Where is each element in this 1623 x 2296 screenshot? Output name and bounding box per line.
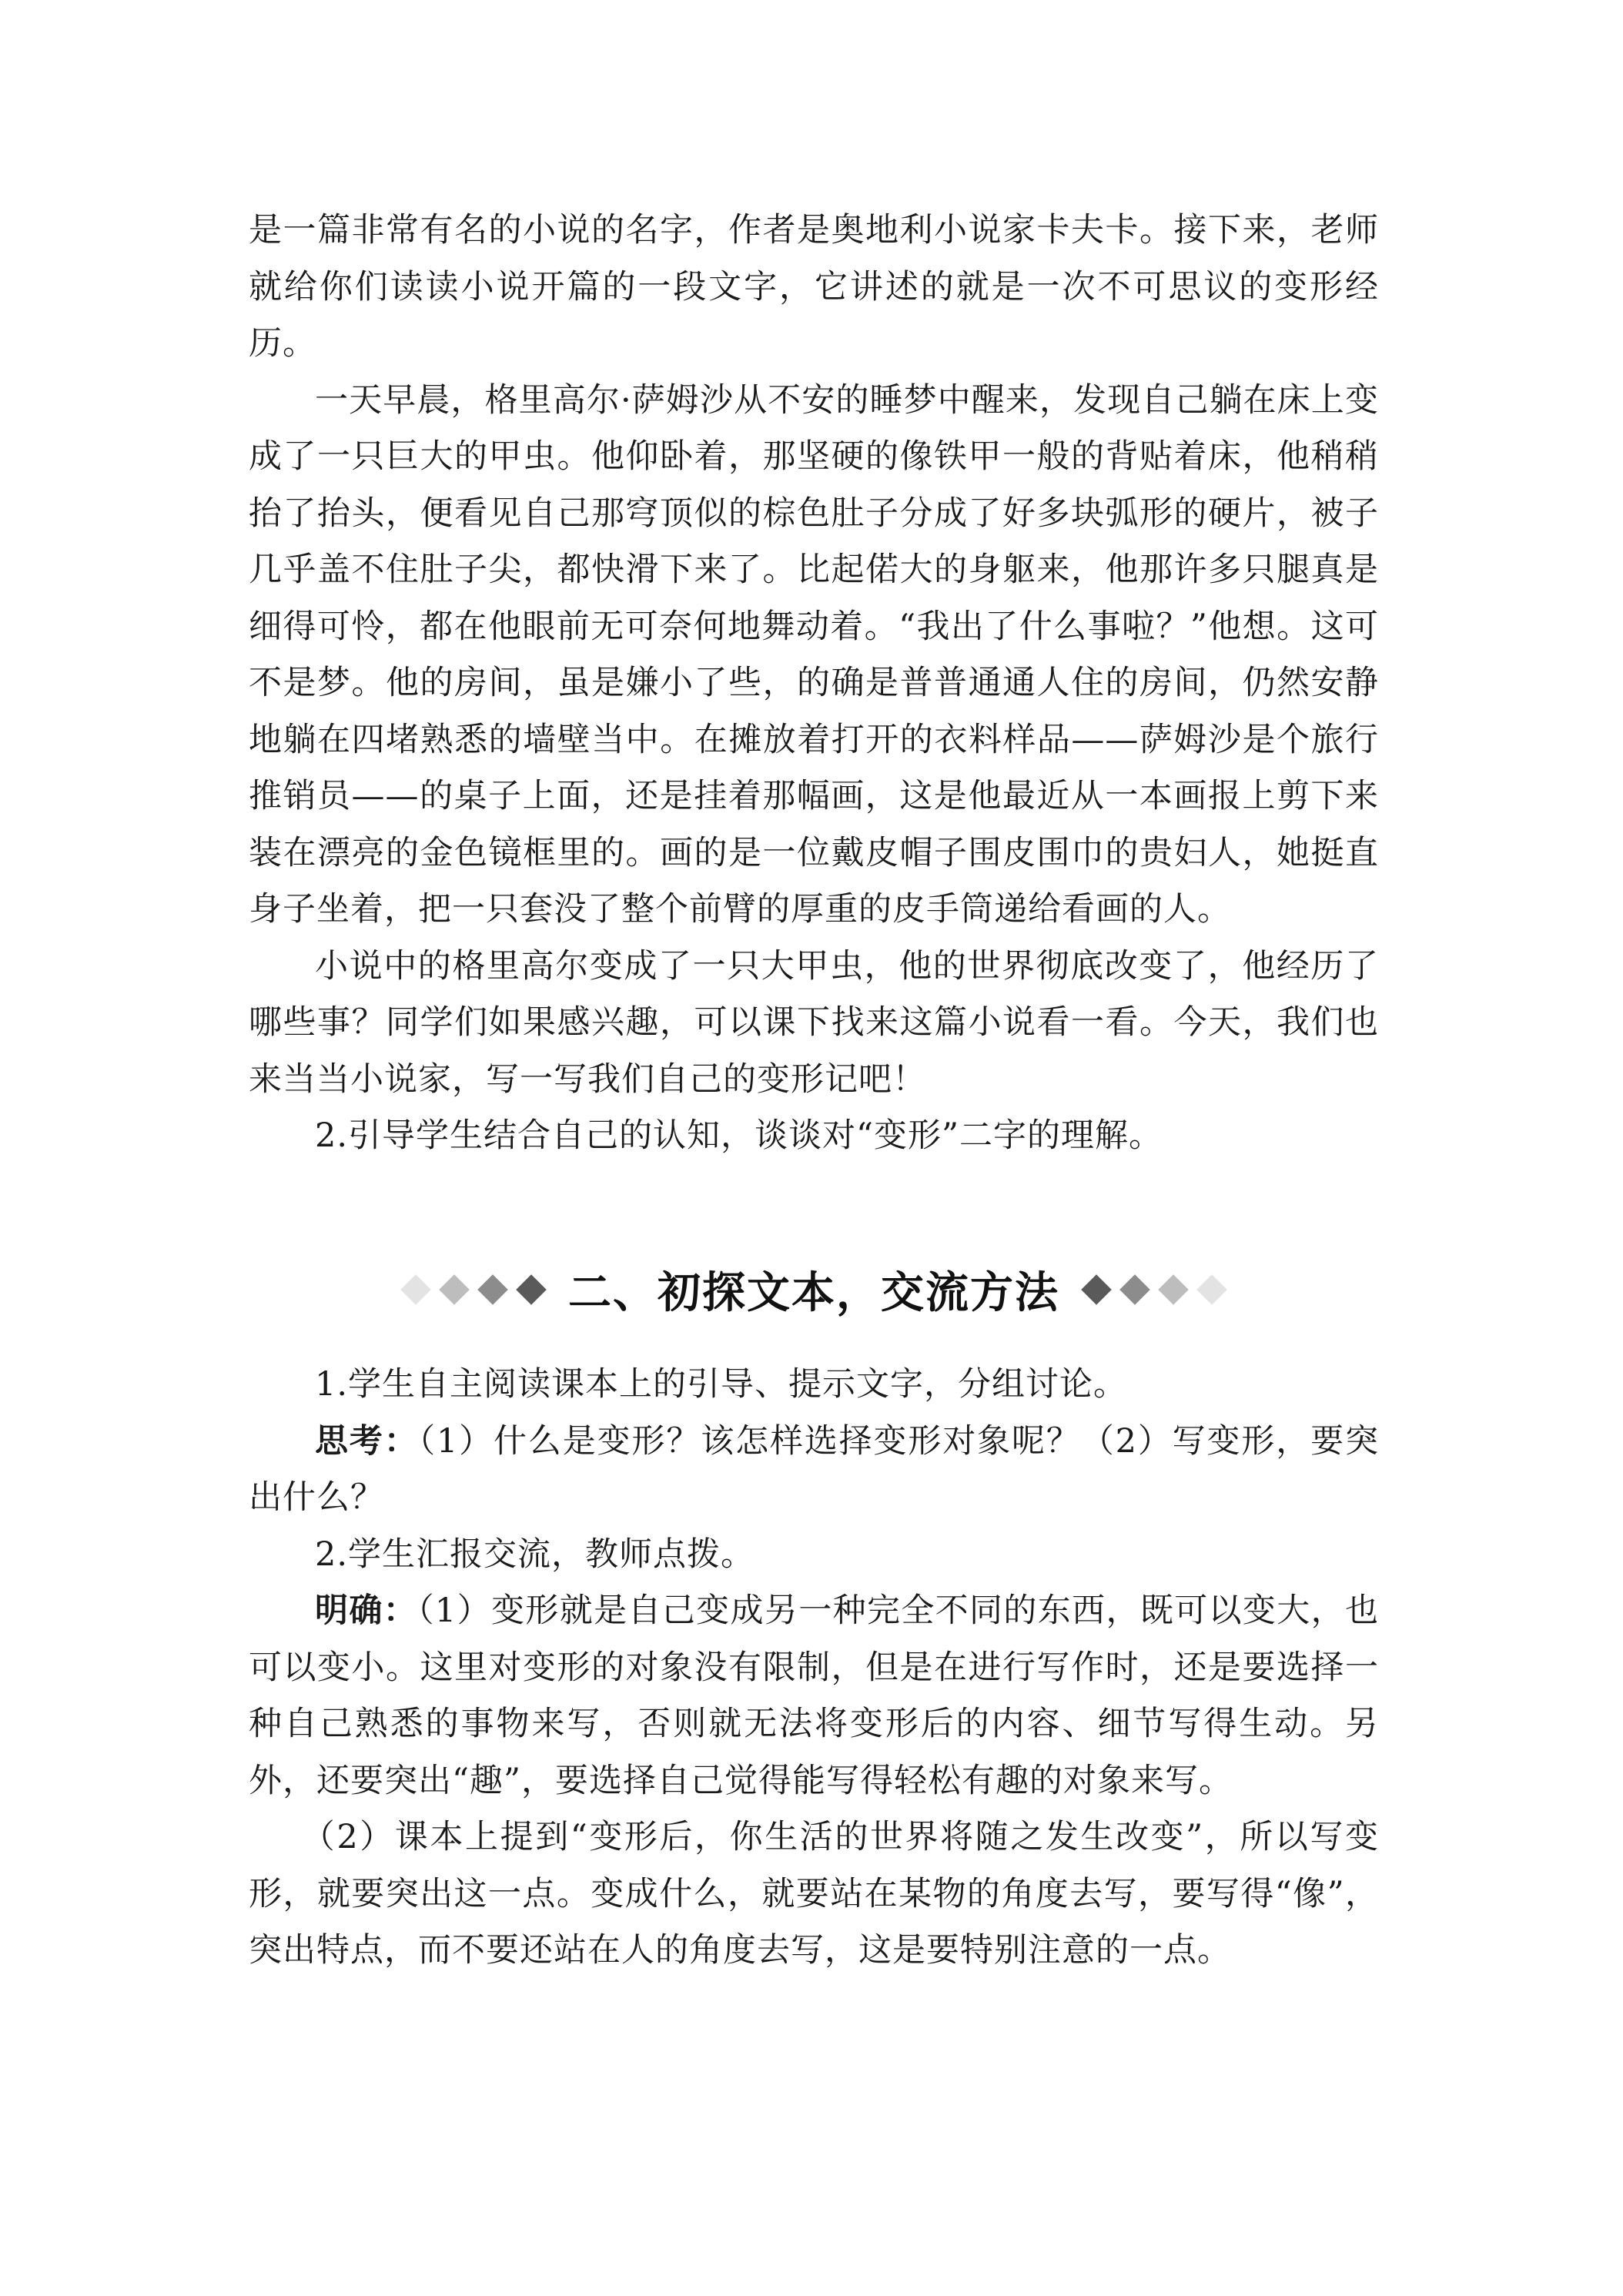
paragraph-novel-summary: 小说中的格里高尔变成了一只大甲虫，他的世界彻底改变了，他经历了哪些事？同学们如果感兴趣，可以课下找来这篇小说看一看。今天，我们也来当当小说家，写一写我们自己的变形记吧！ (249, 946, 1379, 1099)
diamond-icon (1196, 1274, 1227, 1305)
diamond-icon (516, 1274, 547, 1305)
diamond-ornament-right (1081, 1279, 1227, 1300)
diamond-icon (477, 1274, 508, 1305)
paragraph-think (249, 1414, 1379, 1527)
think-text: （1）什么是变形？该怎样选择变形对象呢？（2）写变形，要突出什么？ (249, 1421, 1379, 1517)
method-text-block (249, 1357, 1379, 1980)
clarify-label: 明确： (315, 1591, 418, 1630)
diamond-icon (439, 1274, 470, 1305)
paragraph-step-2: 2.学生汇报交流，教师点拨。 (315, 1535, 755, 1574)
diamond-icon (1158, 1274, 1189, 1305)
clarify-text: （1）变形就是自己变成另一种完全不同的东西，既可以变大，也可以变小。这里对变形的对象没有限制，但是在进行写作时，还是要选择一种自己熟悉的事物来写，否则就无法将变形后的内容、细节写得生动。另外，还要突出“趣”，要选择自己觉得能写得轻松有趣的对象来写。 (249, 1591, 1379, 1800)
paragraph-step-1: 1.学生自主阅读课本上的引导、提示文字，分组讨论。 (315, 1365, 1128, 1404)
diamond-icon (1119, 1274, 1150, 1305)
paragraph-step-2-guide: 2.引导学生结合自己的认知，谈谈对“变形”二字的理解。 (315, 1116, 1163, 1155)
diamond-ornament-left (400, 1279, 547, 1300)
think-label: 思考： (315, 1421, 419, 1461)
paragraph-continuation: 是一篇非常有名的小说的名字，作者是奥地利小说家卡夫卡。接下来，老师就给你们读读小说开篇的一段文字，它讲述的就是一次不可思议的变形经历。 (249, 211, 1379, 363)
diamond-icon (400, 1274, 431, 1305)
paragraph-novel-excerpt: 一天早晨，格里高尔·萨姆沙从不安的睡梦中醒来，发现自己躺在床上变成了一只巨大的甲虫。他仰卧着，那坚硬的像铁甲一般的背贴着床，他稍稍抬了抬头，便看见自己那穹顶似的棕色肚子分成了好多块弧形的硬片，被子几乎盖不住肚子尖，都快滑下来了。比起偌大的身躯来，他那许多只腿真是细得可怜，都在他眼前无可奈何地舞动着。“我出了什么事啦？”他想。这可不是梦。他的房间，虽是嫌小了些，的确是普普通通人住的房间，仍然安静地躺在四堵熟悉的墙壁当中。在摊放着打开的衣料样品——萨姆沙是个旅行推销员——的桌子上面，还是挂着那幅画，这是他最近从一本画报上剪下来装在漂亮的金色镜框里的。画的是一位戴皮帽子围皮围巾的贵妇人，她挺直身子坐着，把一只套没了整个前臂的厚重的皮手筒递给看画的人。 (249, 380, 1379, 929)
paragraph-clarify (249, 1583, 1379, 1809)
paragraph-clarify-2: （2）课本上提到“变形后，你生活的世界将随之发生改变”，所以写变形，就要突出这一点。变成什么，就要站在某物的角度去写，要写得“像”，突出特点，而不要还站在人的角度去写，这是要特别注意的一点。 (249, 1818, 1379, 1970)
section-heading (249, 1255, 1379, 1324)
section-title: 二、初探文本，交流方法 (568, 1268, 1059, 1318)
diamond-icon (1081, 1274, 1112, 1305)
intro-text-block (249, 202, 1379, 1165)
